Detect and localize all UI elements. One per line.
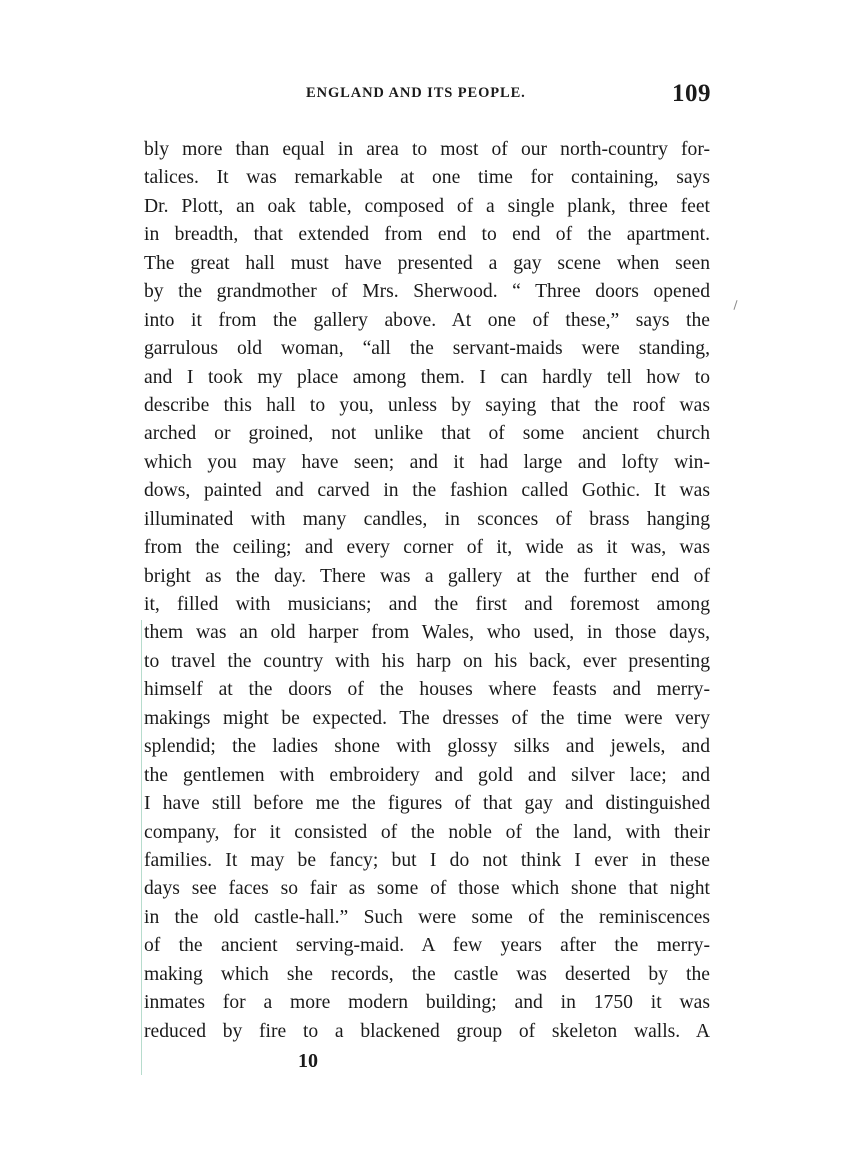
text-line: arched or groined, not unlike that of some ancient church bbox=[144, 423, 710, 445]
text-line: by the grandmother of Mrs. Sherwood. “ Three doors opened bbox=[144, 281, 710, 303]
signature-mark: 10 bbox=[298, 1050, 318, 1072]
text-line: from the ceiling; and every corner of it, wide as it was, was bbox=[144, 537, 710, 559]
text-line: splendid; the ladies shone with glossy silks and jewels, and bbox=[144, 736, 710, 758]
text-line: garrulous old woman, “all the servant-maids were standing, bbox=[144, 338, 710, 360]
text-line: talices. It was remarkable at one time for containing, says bbox=[144, 167, 710, 189]
text-line: and I took my place among them. I can hardly tell how to bbox=[144, 366, 710, 388]
text-line: inmates for a more modern building; and in 1750 it was bbox=[144, 992, 710, 1014]
text-line: in breadth, that extended from end to end of the apartment. bbox=[144, 224, 710, 246]
text-line: himself at the doors of the houses where feasts and merry- bbox=[144, 679, 710, 701]
text-line: I have still before me the figures of that gay and distinguished bbox=[144, 793, 710, 815]
text-line: of the ancient serving-maid. A few years after the merry- bbox=[144, 935, 710, 957]
page-number: 109 bbox=[672, 80, 711, 107]
text-line: making which she records, the castle was deserted by the bbox=[144, 963, 710, 985]
text-line: illuminated with many candles, in sconces of brass hanging bbox=[144, 508, 710, 530]
text-line: The great hall must have presented a gay scene when seen bbox=[144, 252, 710, 274]
text-line: families. It may be fancy; but I do not think I ever in these bbox=[144, 849, 710, 871]
text-line: it, filled with musicians; and the first and foremost among bbox=[144, 594, 710, 615]
text-line: into it from the gallery above. At one of these,” says the bbox=[144, 309, 710, 331]
text-line: in the old castle-hall.” Such were some of the reminiscences bbox=[144, 906, 710, 928]
text-line: which you may have seen; and it had large and lofty win- bbox=[144, 451, 710, 473]
running-title: ENGLAND AND ITS PEOPLE. bbox=[306, 85, 526, 101]
text-line: describe this hall to you, unless by saying that the roof was bbox=[144, 394, 710, 416]
text-line: the gentlemen with embroidery and gold and silver lace; and bbox=[144, 764, 710, 786]
text-line: to travel the country with his harp on his back, ever presenting bbox=[144, 650, 710, 672]
margin-rule bbox=[141, 620, 142, 1075]
edge-mark bbox=[733, 300, 737, 310]
text-line: them was an old harper from Wales, who used, in those days, bbox=[144, 622, 710, 644]
text-line: bly more than equal in area to most of our north-country for- bbox=[144, 139, 710, 160]
text-line: Dr. Plott, an oak table, composed of a single plank, three feet bbox=[144, 195, 710, 217]
body-text bbox=[144, 136, 710, 1046]
text-line: dows, painted and carved in the fashion called Gothic. It was bbox=[144, 480, 710, 502]
text-line: days see faces so fair as some of those which shone that night bbox=[144, 878, 710, 900]
text-line: company, for it consisted of the noble of the land, with their bbox=[144, 821, 710, 843]
text-line: bright as the day. There was a gallery at the further end of bbox=[144, 565, 710, 587]
text-line: reduced by fire to a blackened group of skeleton walls. A bbox=[144, 1020, 710, 1042]
text-line: makings might be expected. The dresses of the time were very bbox=[144, 707, 710, 729]
